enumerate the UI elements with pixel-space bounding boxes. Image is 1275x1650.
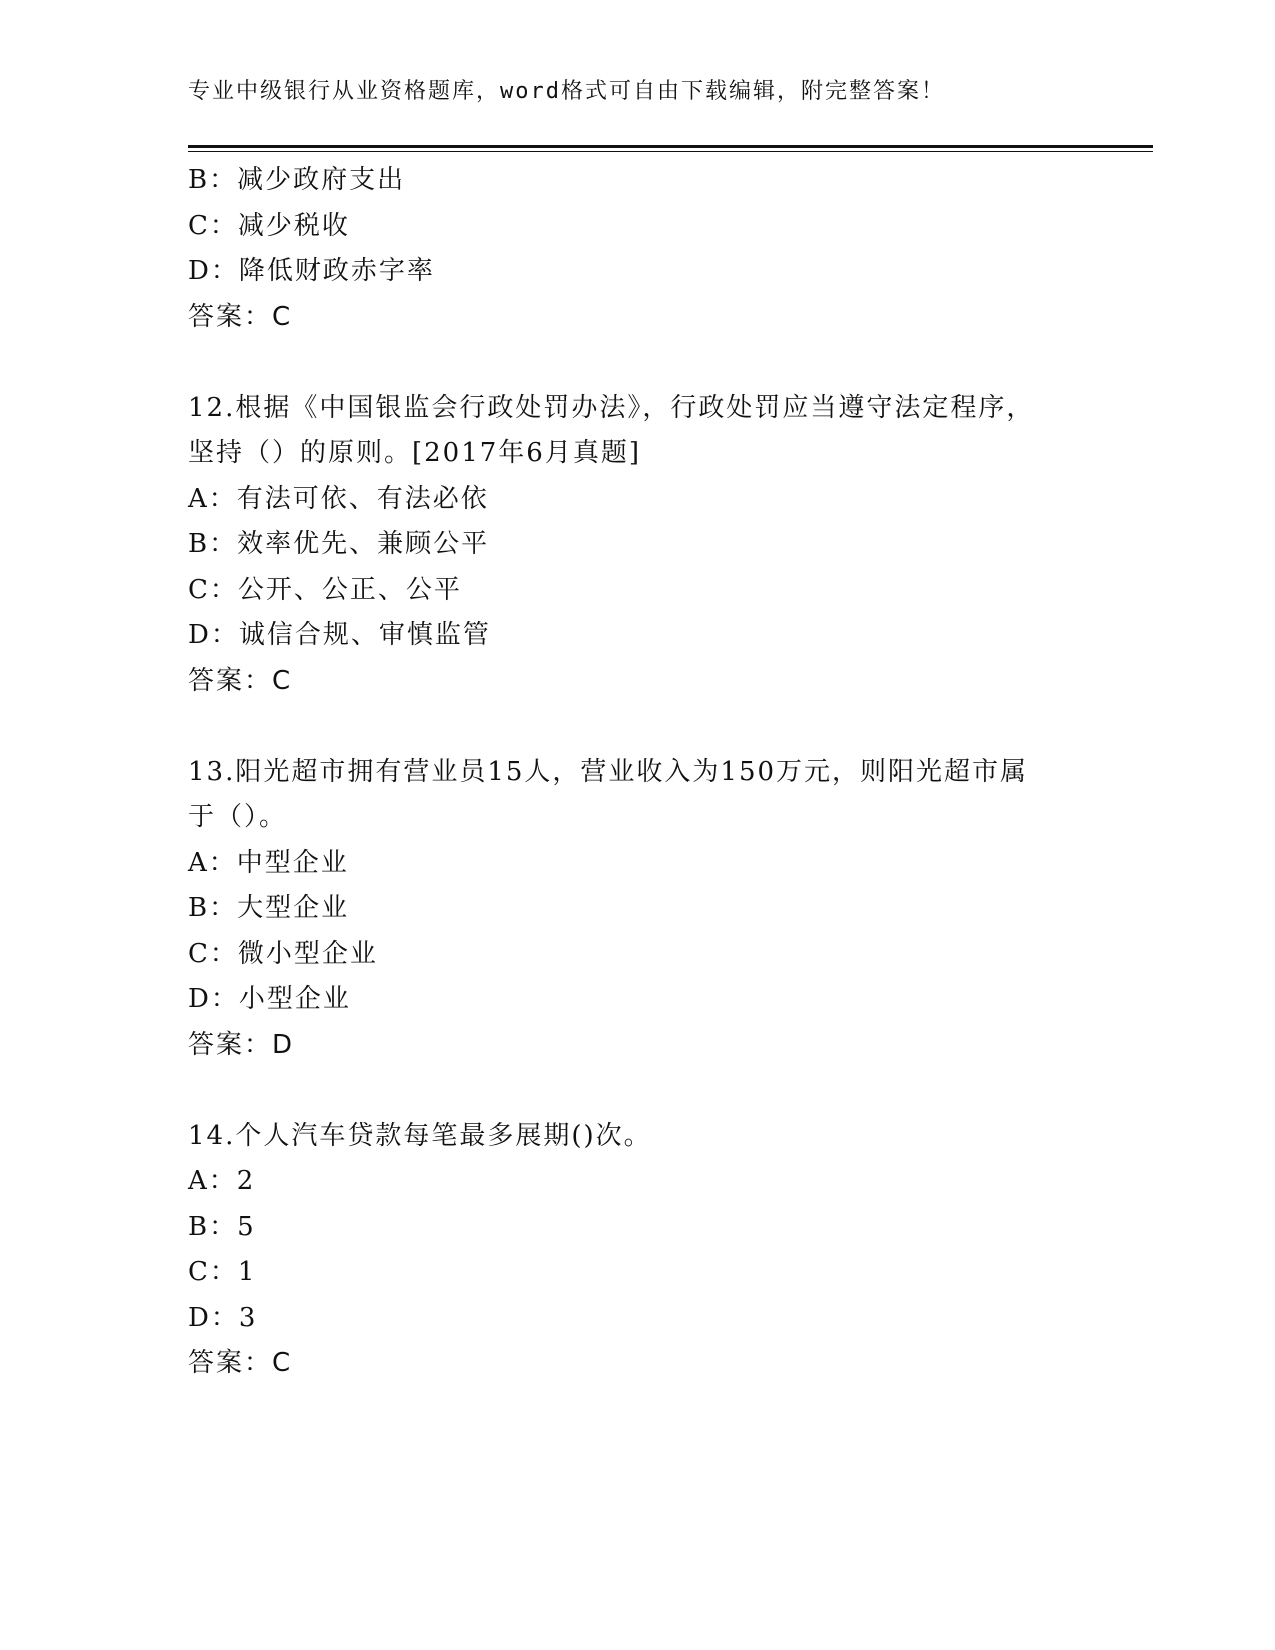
page-header: 专业中级银行从业资格题库，word格式可自由下载编辑，附完整答案！	[188, 79, 945, 104]
option-d: D：3	[188, 1302, 258, 1333]
option-b: B：5	[188, 1211, 256, 1242]
option-c: C：公开、公正、公平	[188, 574, 462, 605]
option-d: D：诚信合规、审慎监管	[188, 620, 491, 650]
spacer	[188, 1068, 1088, 1114]
option-b: B：减少政府支出	[188, 165, 406, 195]
question-stem: 于（）。	[188, 802, 288, 832]
question-block-12	[188, 386, 1088, 705]
question-block-13	[188, 750, 1088, 1069]
option-a: A：有法可依、有法必依	[188, 483, 489, 514]
option-c: C：减少税收	[188, 210, 350, 241]
option-b: B：大型企业	[188, 893, 350, 923]
question-stem: 14.个人汽车贷款每笔最多展期()次。	[188, 1120, 652, 1151]
question-stem: 13.阳光超市拥有营业员15人，营业收入为150万元，则阳光超市属	[188, 756, 1029, 787]
option-a: A：中型企业	[188, 847, 349, 878]
option-c: C：1	[188, 1257, 257, 1287]
question-stem: 坚持（）的原则。[2017年6月真题]	[188, 438, 641, 468]
spacer	[188, 340, 1088, 386]
question-block-14	[188, 1114, 1088, 1387]
answer-line: 答案：C	[188, 665, 293, 696]
question-stem: 12.根据《中国银监会行政处罚办法》，行政处罚应当遵守法定程序，	[188, 392, 1035, 423]
header-rule-thick	[188, 145, 1153, 148]
option-a: A：2	[188, 1166, 256, 1196]
answer-line: 答案：D	[188, 1029, 295, 1060]
answer-line: 答案：C	[188, 1348, 293, 1378]
option-d: D：小型企业	[188, 984, 351, 1014]
answer-line: 答案：C	[188, 301, 293, 332]
document-body	[188, 158, 1088, 1387]
question-block-prev	[188, 158, 1088, 340]
option-b: B：效率优先、兼顾公平	[188, 529, 490, 559]
spacer	[188, 704, 1088, 750]
header-rule-thin	[188, 151, 1153, 152]
option-c: C：微小型企业	[188, 938, 378, 969]
option-d: D：降低财政赤字率	[188, 256, 435, 286]
